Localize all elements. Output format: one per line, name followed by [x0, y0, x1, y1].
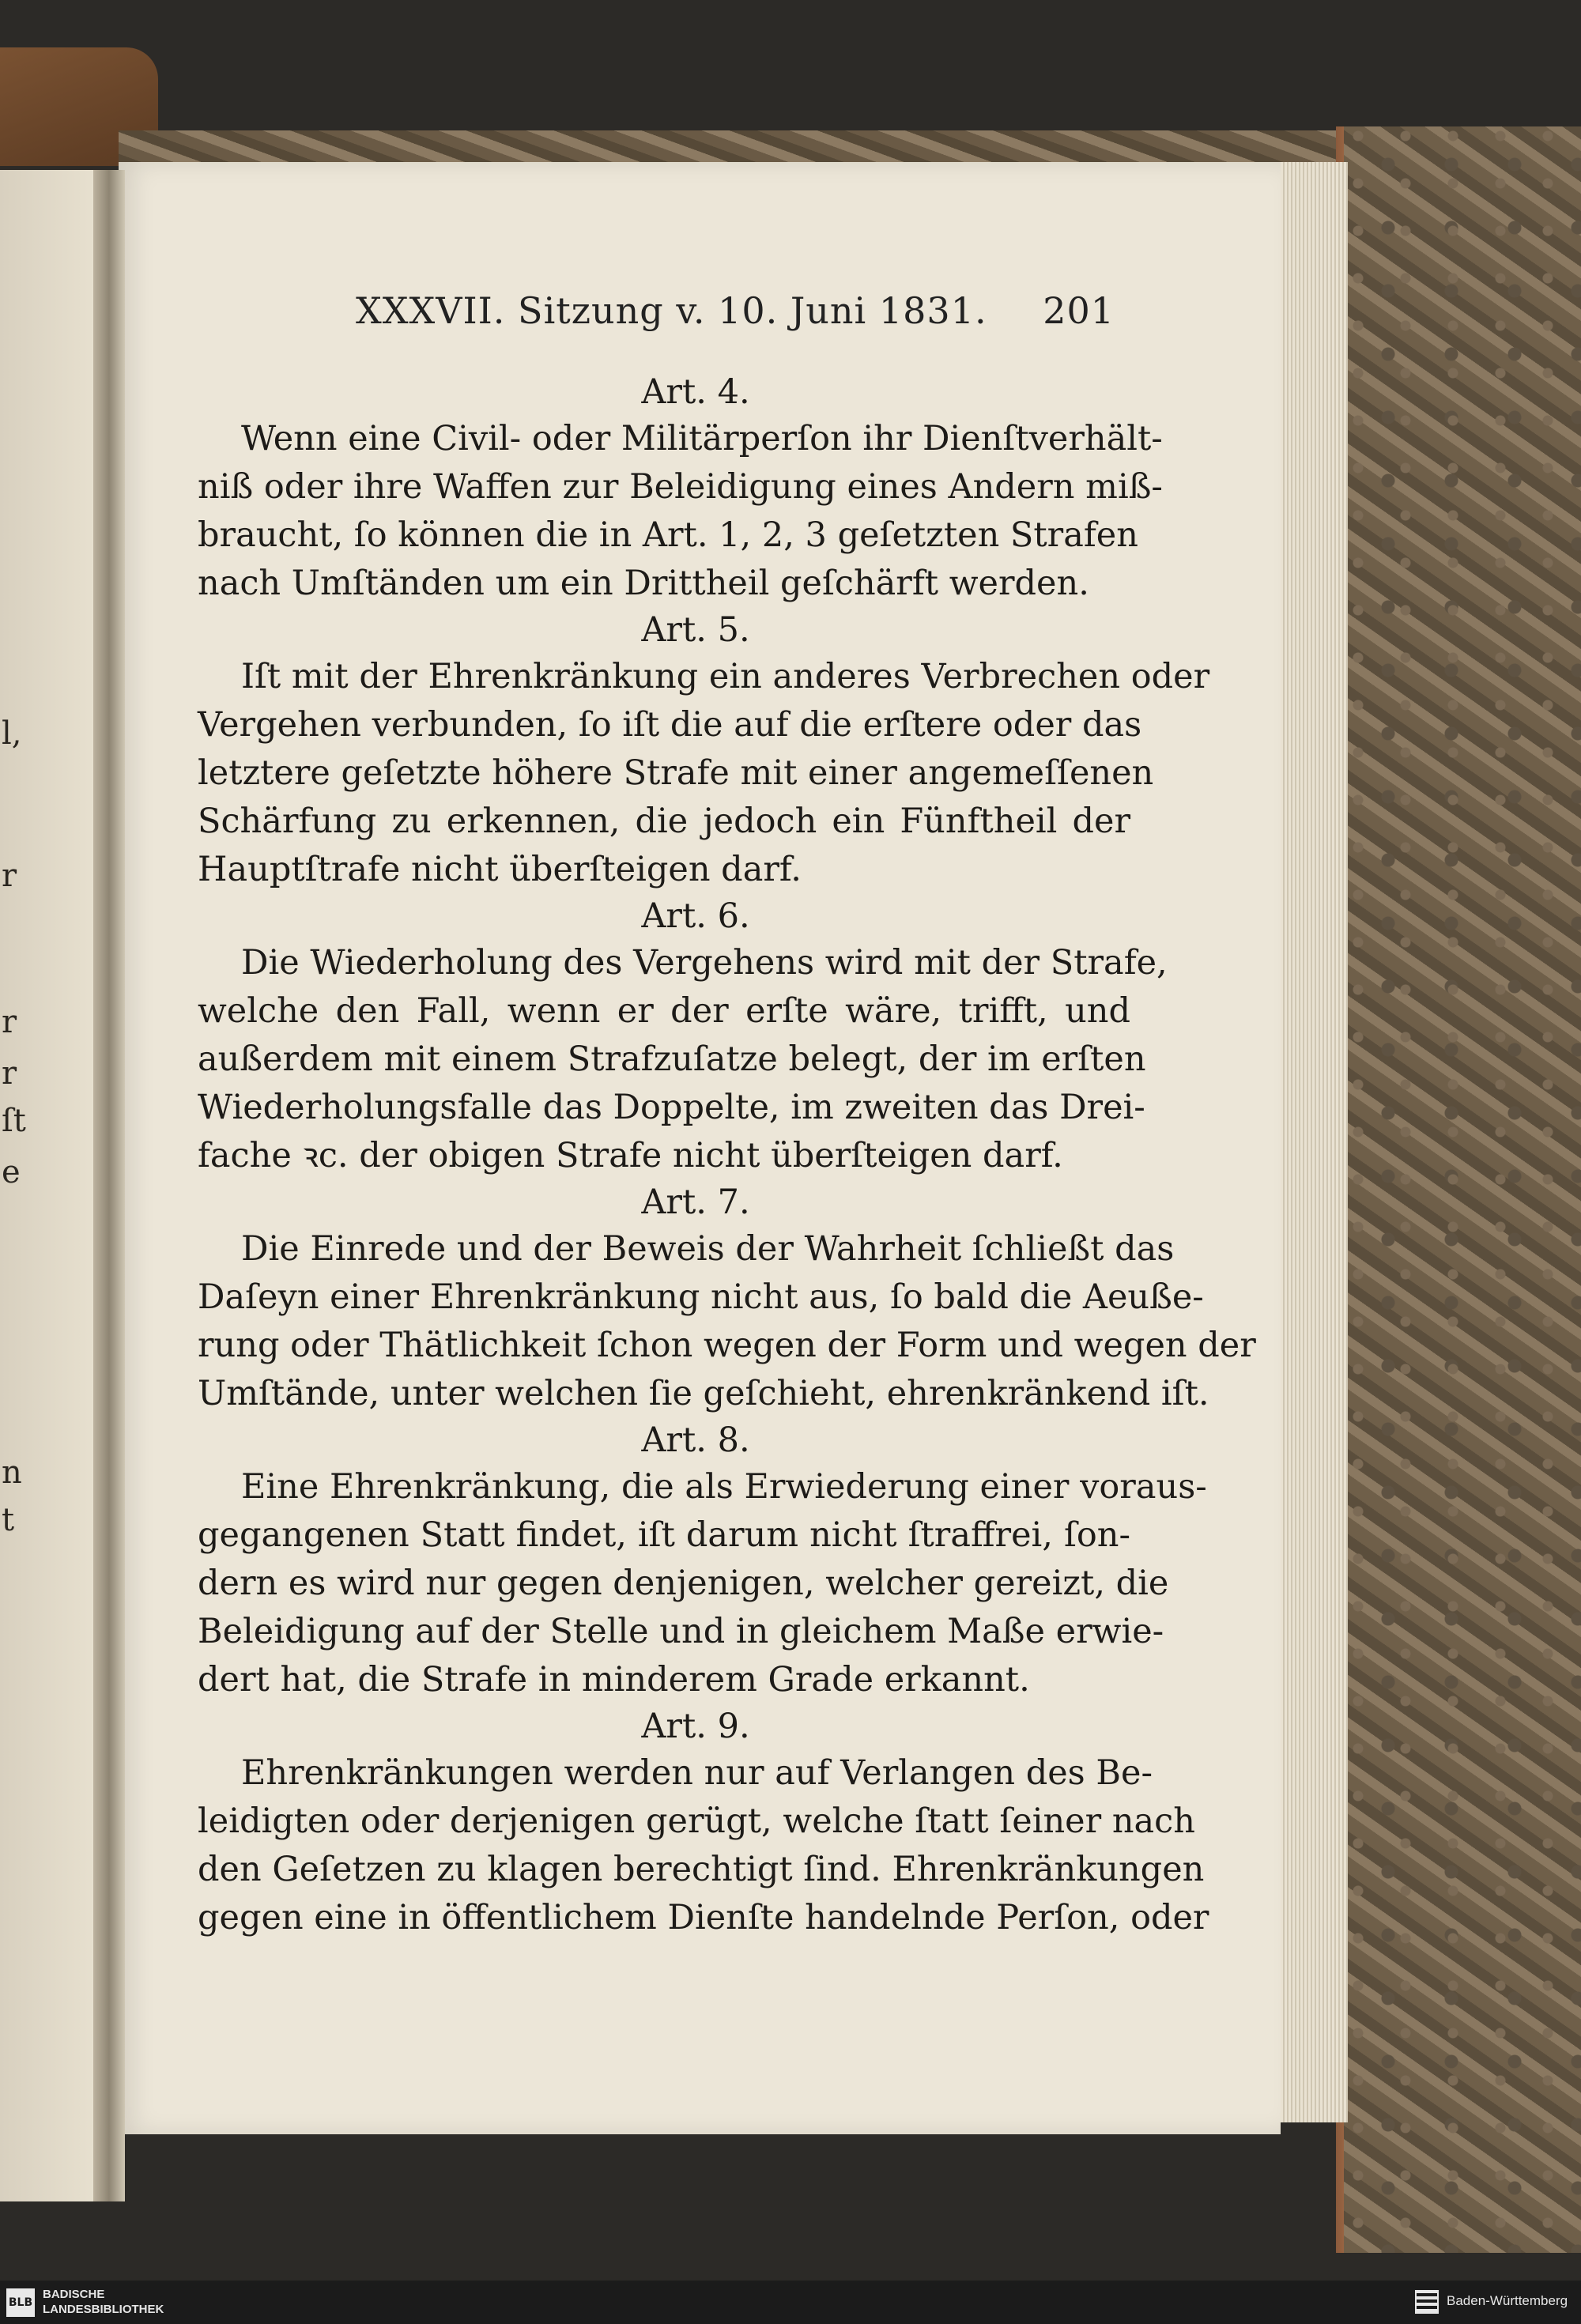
text-line: Die Wiederholung des Vergehens wird mit der Strafe, — [241, 943, 1168, 983]
left-fragment: r — [2, 1004, 17, 1040]
text-line: Daſeyn einer Ehrenkränkung nicht aus, ſo bald die Aeuße- — [198, 1277, 1204, 1317]
library-name-line2: LANDESBIBLIOTHEK — [43, 2303, 164, 2316]
text-line: gegen eine in öffentlichem Dienſte handelnde Perſon, oder — [198, 1898, 1209, 1937]
left-fragment: e — [2, 1154, 21, 1190]
text-line: letztere geſetzte höhere Strafe mit einer angemeſſenen — [198, 753, 1154, 793]
text-line: fache ꝛc. der obigen Strafe nicht überſteigen darf. — [198, 1136, 1063, 1175]
text-line: Umſtände, unter welchen ſie geſchieht, ehrenkränkend iſt. — [198, 1374, 1209, 1413]
left-page-fragments — [0, 0, 32, 2324]
article-heading: Art. 4. — [641, 372, 750, 412]
state-name: Baden-Württemberg — [1447, 2293, 1568, 2308]
page-edges — [1277, 162, 1348, 2122]
left-fragment: r — [2, 858, 17, 894]
text-line: gegangenen Statt findet, iſt darum nicht ſtraffrei, ſon- — [198, 1515, 1130, 1555]
article-heading: Art. 9. — [641, 1707, 750, 1746]
text-line: Ehrenkränkungen werden nur auf Verlangen des Be- — [241, 1753, 1153, 1793]
article-heading: Art. 6. — [641, 896, 750, 936]
footer-bar — [0, 2281, 1581, 2324]
text-line: Wenn eine Civil- oder Militärperſon ihr Dienſtverhält- — [241, 419, 1163, 458]
left-fragment: n — [2, 1454, 22, 1491]
text-line: Schärfung zu erkennen, die jedoch ein Fünftheil der — [198, 802, 1130, 841]
library-name — [43, 2287, 164, 2317]
article-heading: Art. 5. — [641, 610, 750, 650]
text-line: Iſt mit der Ehrenkränkung ein anderes Verbrechen oder — [241, 657, 1210, 696]
text-line: Die Einrede und der Beweis der Wahrheit ſchließt das — [241, 1229, 1175, 1269]
text-line: nach Umſtänden um ein Drittheil geſchärft werden. — [198, 564, 1089, 603]
header-title: XXXVII. Sitzung v. 10. Juni 1831. — [356, 289, 987, 332]
marbled-cover — [1344, 126, 1581, 2253]
text-line: dert hat, die Strafe in minderem Grade erkannt. — [198, 1660, 1030, 1700]
article-heading: Art. 8. — [641, 1420, 750, 1460]
page-text — [198, 370, 1256, 1942]
blb-logo-icon: BLB — [6, 2288, 35, 2317]
text-line: braucht, ſo können die in Art. 1, 2, 3 geſetzten Strafen — [198, 515, 1138, 555]
article-heading: Art. 7. — [641, 1183, 750, 1222]
text-line: niß oder ihre Waffen zur Beleidigung eines Andern miß- — [198, 467, 1163, 507]
left-fragment: ſt — [2, 1103, 26, 1139]
text-line: Wiederholungsfalle das Doppelte, im zweiten das Drei- — [198, 1088, 1145, 1127]
text-line: welche den Fall, wenn er der erſte wäre, trifft, und — [198, 991, 1130, 1031]
running-header — [356, 289, 1115, 337]
library-name-line1: BADISCHE — [43, 2288, 105, 2301]
text-line: außerdem mit einem Strafzuſatze belegt, der im erſten — [198, 1039, 1146, 1079]
text-line: Eine Ehrenkränkung, die als Erwiederung einer voraus- — [241, 1467, 1207, 1507]
baden-wuerttemberg-crest-icon — [1415, 2290, 1439, 2314]
left-fragment: r — [2, 1055, 17, 1092]
page-number: 201 — [1043, 289, 1115, 332]
gutter — [93, 170, 125, 2201]
text-line: dern es wird nur gegen denjenigen, welcher gereizt, die — [198, 1564, 1169, 1603]
text-line: den Geſetzen zu klagen berechtigt ſind. Ehrenkränkungen — [198, 1850, 1205, 1889]
left-fragment: t — [2, 1502, 15, 1538]
text-line: Beleidigung auf der Stelle und in gleichem Maße erwie- — [198, 1612, 1164, 1651]
text-line: Vergehen verbunden, ſo iſt die auf die erſtere oder das — [198, 705, 1142, 745]
text-line: leidigten oder derjenigen gerügt, welche ſtatt ſeiner nach — [198, 1801, 1195, 1841]
left-fragment: l, — [2, 715, 22, 752]
text-line: Hauptſtrafe nicht überſteigen darf. — [198, 850, 802, 889]
text-line: rung oder Thätlichkeit ſchon wegen der Form und wegen der — [198, 1326, 1256, 1365]
